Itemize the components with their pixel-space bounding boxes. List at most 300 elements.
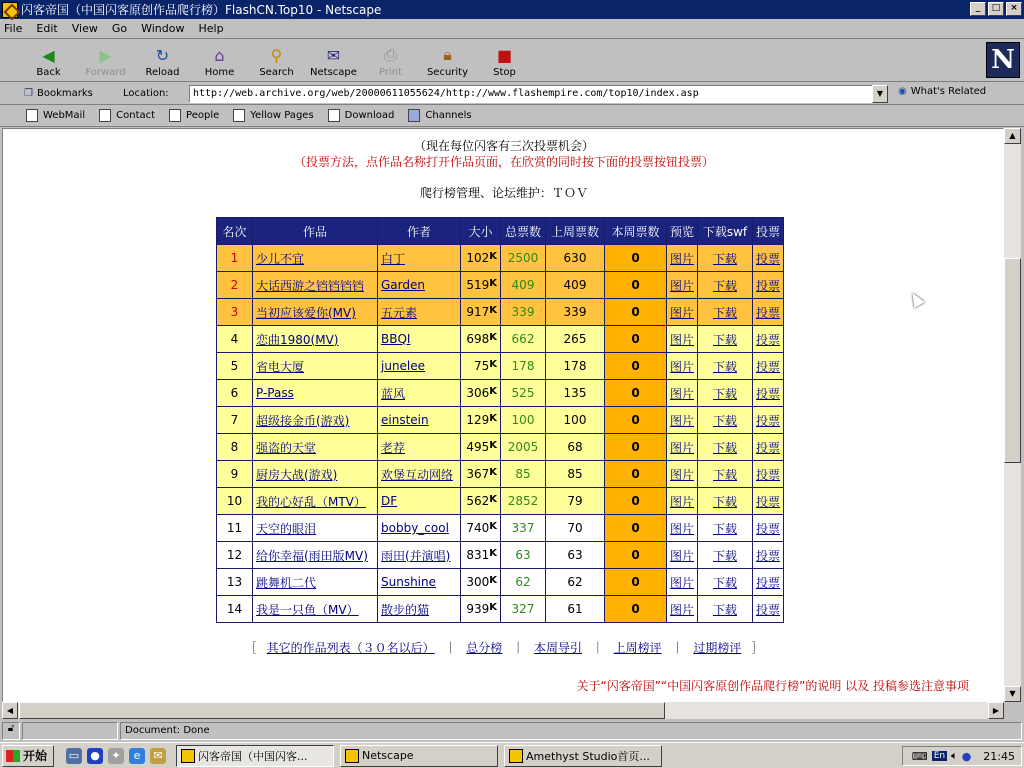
download-link[interactable]: 下载	[713, 386, 738, 401]
personal-item-channels[interactable]	[408, 109, 471, 122]
total-votes-cell: 409	[501, 272, 546, 299]
this-week-votes-cell: 0	[605, 353, 667, 380]
work-link[interactable]: 厨房大战(游戏)	[256, 467, 338, 482]
this-week-votes-cell: 0	[605, 299, 667, 326]
work-link[interactable]: 当初应该爱你(MV)	[256, 305, 356, 320]
rank-cell: 6	[217, 380, 253, 407]
home-button[interactable]	[191, 45, 248, 81]
header-download: 下载swf	[698, 218, 753, 245]
work-cell	[253, 245, 378, 272]
this-week-votes-cell: 0	[605, 515, 667, 542]
table-row	[217, 596, 784, 623]
work-cell	[253, 299, 378, 326]
size-value: 495	[466, 440, 490, 454]
rank-cell: 2	[217, 272, 253, 299]
this-week-votes-cell: 0	[605, 407, 667, 434]
table-row	[217, 488, 784, 515]
task-label: 闪客帝国（中国闪客...	[198, 749, 308, 763]
personal-item-people[interactable]	[169, 109, 219, 122]
size-cell	[461, 326, 501, 353]
window-controls	[970, 2, 1022, 16]
taskbar	[0, 742, 1024, 768]
back-arrow-icon: ◀	[42, 45, 55, 65]
maximize-button[interactable]: □	[988, 2, 1004, 16]
menu-bar	[0, 19, 1024, 39]
preview-link[interactable]: 图片	[670, 305, 695, 320]
size-cell	[461, 299, 501, 326]
download-link[interactable]: 下载	[713, 440, 738, 455]
preview-link[interactable]: 图片	[670, 413, 695, 428]
author-link[interactable]: 雨田(并演唱)	[381, 548, 451, 563]
preview-cell	[667, 434, 698, 461]
start-button[interactable]	[2, 745, 54, 767]
vote-cell	[753, 515, 784, 542]
vote-link[interactable]: 投票	[756, 602, 781, 617]
this-week-votes-cell: 0	[605, 245, 667, 272]
scroll-left-button[interactable]: ◀	[2, 702, 18, 719]
download-link[interactable]: 下载	[713, 251, 738, 266]
vote-link[interactable]: 投票	[756, 305, 781, 320]
download-cell	[698, 380, 753, 407]
progress-area	[22, 722, 118, 740]
preview-link[interactable]: 图片	[670, 575, 695, 590]
personal-item-label: Yellow Pages	[250, 110, 314, 121]
size-unit: K	[489, 494, 497, 505]
forward-arrow-icon: ▶	[99, 45, 112, 65]
size-unit: K	[489, 440, 497, 451]
preview-link[interactable]: 图片	[670, 386, 695, 401]
size-value: 698	[466, 332, 490, 346]
lock-icon: 🔒︎	[443, 45, 452, 64]
download-link[interactable]: 下载	[713, 359, 738, 374]
author-link[interactable]: 欢堡互动网络	[381, 467, 454, 482]
preview-link[interactable]: 图片	[670, 521, 695, 536]
table-row	[217, 272, 784, 299]
vote-link[interactable]: 投票	[756, 386, 781, 401]
personal-item-download[interactable]	[328, 109, 395, 122]
task-amethyst[interactable]	[504, 745, 662, 767]
forward-button[interactable]	[77, 45, 134, 81]
nav-separator: ｜	[512, 641, 525, 655]
bookmark-page-icon	[328, 109, 340, 122]
total-votes-cell: 2500	[501, 245, 546, 272]
security-button[interactable]	[419, 45, 476, 81]
personal-item-label: Download	[344, 110, 395, 121]
author-link[interactable]: DF	[381, 494, 398, 508]
vote-link[interactable]: 投票	[756, 413, 781, 428]
author-link[interactable]: 蓝风	[381, 386, 406, 401]
task-label: Netscape	[362, 749, 414, 762]
messenger-tray-icon[interactable]: ●	[961, 749, 972, 763]
location-label: Location:	[123, 88, 169, 99]
size-unit: K	[489, 305, 497, 316]
whats-related-button[interactable]	[898, 86, 986, 97]
download-link[interactable]: 下载	[713, 521, 738, 536]
download-cell	[698, 488, 753, 515]
download-cell	[698, 596, 753, 623]
window-icon[interactable]	[2, 2, 18, 18]
total-votes-cell: 337	[501, 515, 546, 542]
download-link[interactable]: 下载	[713, 305, 738, 320]
related-icon: ◉	[898, 86, 907, 97]
messenger-icon[interactable]: ●	[87, 748, 103, 764]
task-flashempire[interactable]	[176, 745, 334, 767]
system-tray	[902, 746, 1022, 766]
vote-cell	[753, 434, 784, 461]
download-cell	[698, 299, 753, 326]
author-cell	[378, 515, 461, 542]
page-content[interactable]	[2, 128, 1004, 702]
last-week-votes-cell: 339	[546, 299, 605, 326]
author-link[interactable]: 白丁	[381, 251, 406, 266]
download-cell	[698, 272, 753, 299]
search-button[interactable]	[248, 45, 305, 81]
tools-icon[interactable]: ✦	[108, 748, 124, 764]
horizontal-scroll-thumb[interactable]	[19, 702, 665, 719]
internet-explorer-icon[interactable]: e	[129, 748, 145, 764]
author-link[interactable]: 散步的猫	[381, 602, 430, 617]
vote-cell	[753, 488, 784, 515]
netscape-label: Netscape	[310, 67, 357, 78]
download-link[interactable]: 下载	[713, 548, 738, 563]
table-row	[217, 380, 784, 407]
total-votes-cell: 100	[501, 407, 546, 434]
nav-weekly-guide-link[interactable]: 本周导引	[533, 641, 582, 655]
preview-link[interactable]: 图片	[670, 494, 695, 509]
this-week-votes-cell: 0	[605, 542, 667, 569]
minimize-button[interactable]: _	[970, 2, 986, 16]
last-week-votes-cell: 178	[546, 353, 605, 380]
vote-link[interactable]: 投票	[756, 494, 781, 509]
this-week-votes-cell: 0	[605, 272, 667, 299]
nav-other-works-link[interactable]: 其它的作品列表（３０名以后）	[266, 641, 435, 655]
window-title: 闪客帝国（中国闪客原创作品爬行榜）FlashCN.Top10 - Netscape	[21, 3, 382, 17]
bookmark-page-icon	[99, 109, 111, 122]
work-link[interactable]: 少儿不宜	[256, 251, 305, 266]
last-week-votes-cell: 62	[546, 569, 605, 596]
author-cell	[378, 299, 461, 326]
language-indicator[interactable]: En	[933, 751, 946, 761]
preview-link[interactable]: 图片	[670, 440, 695, 455]
rank-cell: 13	[217, 569, 253, 596]
quick-launch	[66, 748, 166, 764]
table-row	[217, 542, 784, 569]
admin-credit: 爬行榜管理、论坛维护：ＴＯＶ	[419, 186, 588, 200]
size-cell	[461, 542, 501, 569]
forward-label: Forward	[85, 67, 126, 78]
size-unit: K	[489, 575, 497, 586]
author-link[interactable]: Garden	[381, 278, 425, 292]
size-cell	[461, 488, 501, 515]
preview-link[interactable]: 图片	[670, 278, 695, 293]
author-link[interactable]: bobby_cool	[381, 521, 449, 535]
menu-view[interactable]: View	[71, 22, 98, 35]
this-week-votes-cell: 0	[605, 461, 667, 488]
nav-last-week-review-link[interactable]: 上周榜评	[613, 641, 662, 655]
security-status-icon[interactable]: 🔓︎	[2, 722, 20, 740]
clock[interactable]: 21:45	[983, 749, 1015, 763]
preview-link[interactable]: 图片	[670, 548, 695, 563]
last-week-votes-cell: 70	[546, 515, 605, 542]
home-label: Home	[204, 67, 235, 78]
vertical-scroll-thumb[interactable]	[1004, 258, 1021, 463]
vote-link[interactable]: 投票	[756, 548, 781, 563]
vote-link[interactable]: 投票	[756, 440, 781, 455]
vote-link[interactable]: 投票	[756, 467, 781, 482]
preview-link[interactable]: 图片	[670, 467, 695, 482]
vote-cell	[753, 461, 784, 488]
this-week-votes-cell: 0	[605, 488, 667, 515]
work-cell	[253, 380, 378, 407]
vote-cell	[753, 569, 784, 596]
rank-cell: 11	[217, 515, 253, 542]
vote-cell	[753, 245, 784, 272]
work-link[interactable]: 省电大厦	[256, 359, 305, 374]
rank-cell: 8	[217, 434, 253, 461]
netscape-button[interactable]	[305, 45, 362, 81]
header-last-week: 上周票数	[546, 218, 605, 245]
preview-cell	[667, 488, 698, 515]
start-label: 开始	[23, 749, 48, 763]
this-week-votes-cell: 0	[605, 326, 667, 353]
table-header-row	[217, 218, 784, 245]
whats-related-label: What's Related	[910, 86, 987, 97]
header-author: 作者	[378, 218, 461, 245]
author-cell	[378, 596, 461, 623]
menu-go[interactable]: Go	[111, 22, 128, 35]
preview-link[interactable]: 图片	[670, 602, 695, 617]
download-cell	[698, 434, 753, 461]
author-link[interactable]: junelee	[381, 359, 426, 373]
vote-link[interactable]: 投票	[756, 359, 781, 374]
size-value: 75	[473, 359, 490, 373]
work-link[interactable]: 跳舞机二代	[256, 575, 317, 590]
size-cell	[461, 353, 501, 380]
size-cell	[461, 596, 501, 623]
last-week-votes-cell: 68	[546, 434, 605, 461]
bookmark-page-icon	[26, 109, 38, 122]
work-cell	[253, 353, 378, 380]
personal-item-yellow-pages[interactable]	[233, 109, 313, 122]
reload-button[interactable]	[134, 45, 191, 81]
author-cell	[378, 569, 461, 596]
author-link[interactable]: Sunshine	[381, 575, 437, 589]
print-label: Print	[378, 67, 402, 78]
scroll-down-button[interactable]: ▼	[1004, 686, 1021, 702]
size-value: 300	[466, 575, 490, 589]
title-bar	[0, 0, 1024, 19]
download-cell	[698, 407, 753, 434]
nav-old-reviews-link[interactable]: 过期榜评	[693, 641, 742, 655]
header-total: 总票数	[501, 218, 546, 245]
work-link[interactable]: 给你幸福(雨田版MV)	[256, 548, 368, 563]
vote-link[interactable]: 投票	[756, 521, 781, 536]
size-cell	[461, 569, 501, 596]
netscape-logo[interactable]: N	[986, 42, 1020, 78]
bookmark-page-icon	[233, 109, 245, 122]
preview-link[interactable]: 图片	[670, 359, 695, 374]
vote-link[interactable]: 投票	[756, 278, 781, 293]
personal-item-contact[interactable]	[99, 109, 155, 122]
chevron-down-icon: ▼	[876, 89, 884, 98]
author-cell	[378, 461, 461, 488]
size-value: 306	[466, 386, 490, 400]
table-row	[217, 326, 784, 353]
size-value: 917	[466, 305, 490, 319]
outlook-icon[interactable]: ✉	[150, 748, 166, 764]
preview-cell	[667, 596, 698, 623]
download-cell	[698, 326, 753, 353]
download-link[interactable]: 下载	[713, 278, 738, 293]
close-button[interactable]: ×	[1006, 2, 1022, 16]
stop-button[interactable]	[476, 45, 533, 81]
bottom-nav	[3, 639, 1004, 656]
stop-label: Stop	[493, 67, 516, 78]
print-icon: ⎙	[384, 45, 397, 64]
nav-separator: ｜	[671, 641, 684, 655]
menu-edit[interactable]: Edit	[36, 22, 58, 35]
total-votes-cell: 2005	[501, 434, 546, 461]
total-votes-cell: 63	[501, 542, 546, 569]
this-week-votes-cell: 0	[605, 380, 667, 407]
header-work: 作品	[253, 218, 378, 245]
reload-label: Reload	[145, 67, 180, 78]
size-cell	[461, 407, 501, 434]
author-cell	[378, 245, 461, 272]
rank-cell: 7	[217, 407, 253, 434]
ranking-rows	[217, 245, 784, 623]
scroll-up-button[interactable]: ▲	[1004, 128, 1021, 144]
work-link[interactable]: P-Pass	[256, 386, 294, 400]
work-cell	[253, 542, 378, 569]
last-week-votes-cell: 85	[546, 461, 605, 488]
author-link[interactable]: BBQI	[381, 332, 411, 346]
total-votes-cell: 62	[501, 569, 546, 596]
size-value: 740	[466, 521, 490, 535]
work-link[interactable]: 大话西游之铛铛铛铛	[256, 278, 365, 293]
size-value: 831	[466, 548, 490, 562]
size-unit: K	[489, 467, 497, 478]
vote-link[interactable]: 投票	[756, 332, 781, 347]
download-link[interactable]: 下载	[713, 467, 738, 482]
print-button[interactable]	[362, 45, 419, 81]
work-cell	[253, 515, 378, 542]
last-week-votes-cell: 135	[546, 380, 605, 407]
url-dropdown-button[interactable]	[872, 85, 888, 103]
vote-link[interactable]: 投票	[756, 251, 781, 266]
author-link[interactable]: einstein	[381, 413, 429, 427]
preview-link[interactable]: 图片	[670, 332, 695, 347]
personal-item-label: Contact	[116, 110, 156, 121]
search-label: Search	[259, 67, 294, 78]
table-row	[217, 245, 784, 272]
horizontal-scrollbar[interactable]	[2, 702, 1004, 719]
task-label: Amethyst Studio首页...	[526, 749, 650, 763]
work-link[interactable]: 超级接金币(游戏)	[256, 413, 350, 428]
personal-item-label: WebMail	[43, 110, 86, 121]
work-link[interactable]: 我的心好乱（MTV）	[256, 494, 366, 509]
download-cell	[698, 245, 753, 272]
preview-link[interactable]: 图片	[670, 251, 695, 266]
preview-cell	[667, 353, 698, 380]
volume-icon[interactable]: 🔈︎	[951, 749, 958, 762]
download-link[interactable]: 下载	[713, 602, 738, 617]
nav-separator: ｜	[591, 641, 604, 655]
work-cell	[253, 407, 378, 434]
download-cell	[698, 569, 753, 596]
nav-separator: ｜	[444, 641, 457, 655]
size-value: 102	[466, 251, 490, 265]
size-cell	[461, 380, 501, 407]
vertical-scrollbar[interactable]	[1004, 128, 1021, 702]
size-value: 939	[466, 602, 490, 616]
vote-link[interactable]: 投票	[756, 575, 781, 590]
download-link[interactable]: 下载	[713, 332, 738, 347]
preview-cell	[667, 299, 698, 326]
preview-cell	[667, 569, 698, 596]
last-week-votes-cell: 61	[546, 596, 605, 623]
last-week-votes-cell: 409	[546, 272, 605, 299]
back-button[interactable]	[20, 45, 77, 81]
work-link[interactable]: 强盗的天堂	[256, 440, 317, 455]
size-unit: K	[489, 413, 497, 424]
last-week-votes-cell: 79	[546, 488, 605, 515]
personal-item-webmail[interactable]	[26, 109, 85, 122]
personal-item-label: Channels	[425, 110, 472, 121]
work-link[interactable]: 恋曲1980(MV)	[256, 332, 339, 347]
work-cell	[253, 272, 378, 299]
size-cell	[461, 272, 501, 299]
location-toolbar	[0, 83, 1024, 105]
author-link[interactable]: 老荐	[381, 440, 406, 455]
table-row	[217, 299, 784, 326]
preview-cell	[667, 542, 698, 569]
download-link[interactable]: 下载	[713, 575, 738, 590]
work-cell	[253, 326, 378, 353]
author-link[interactable]: 五元素	[381, 305, 418, 320]
download-link[interactable]: 下载	[713, 413, 738, 428]
menu-file[interactable]: File	[4, 22, 23, 35]
work-link[interactable]: 天空的眼泪	[256, 521, 317, 536]
task-netscape[interactable]	[340, 745, 498, 767]
rank-cell: 1	[217, 245, 253, 272]
about-note-link[interactable]: 关于“闪客帝国”“中国闪客原创作品爬行榜”的说明 以及 投稿参选注意事项	[576, 679, 969, 693]
menu-window[interactable]: Window	[141, 22, 185, 35]
nav-total-rank-link[interactable]: 总分榜	[466, 641, 503, 655]
download-cell	[698, 461, 753, 488]
size-unit: K	[489, 521, 497, 532]
total-votes-cell: 525	[501, 380, 546, 407]
rank-cell: 10	[217, 488, 253, 515]
work-link[interactable]: 我是一只鱼（MV）	[256, 602, 359, 617]
search-icon: ⚲	[270, 45, 283, 65]
size-unit: K	[489, 548, 497, 559]
menu-help[interactable]: Help	[198, 22, 224, 35]
vote-cell	[753, 326, 784, 353]
home-icon: ⌂	[214, 45, 225, 65]
keyboard-icon[interactable]: ⌨	[911, 749, 928, 763]
desktop-icon[interactable]: ▭	[66, 748, 82, 764]
total-votes-cell: 327	[501, 596, 546, 623]
netscape-icon: ✉	[326, 45, 341, 65]
scroll-right-button[interactable]: ▶	[988, 702, 1004, 719]
download-cell	[698, 542, 753, 569]
url-input[interactable]: http://web.archive.org/web/20000611055624/http://www.flashempire.com/top10/index.asp	[189, 85, 873, 103]
download-link[interactable]: 下载	[713, 494, 738, 509]
vote-cell	[753, 272, 784, 299]
preview-cell	[667, 461, 698, 488]
bookmarks-button[interactable]	[24, 88, 119, 99]
